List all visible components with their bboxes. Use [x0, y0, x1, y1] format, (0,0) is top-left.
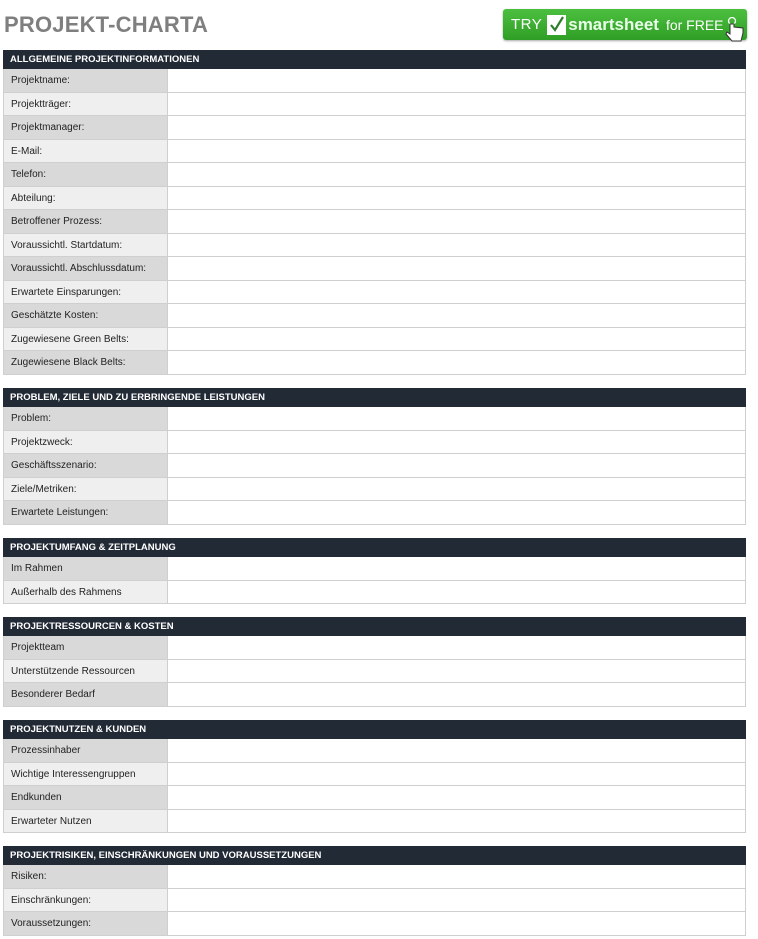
form-row: [3, 257, 746, 281]
form-row: [3, 187, 746, 211]
form-row: [3, 763, 746, 787]
form-row: [3, 93, 746, 117]
section-rows: [3, 407, 746, 525]
field-label: Besonderer Bedarf: [3, 683, 168, 706]
field-value[interactable]: [168, 210, 746, 233]
form-row: [3, 304, 746, 328]
field-value[interactable]: [168, 187, 746, 210]
form-row: [3, 557, 746, 581]
form-row: [3, 478, 746, 502]
form-row: [3, 210, 746, 234]
field-value[interactable]: [168, 69, 746, 92]
cta-try-label: TRY: [511, 16, 543, 33]
field-value[interactable]: [168, 281, 746, 304]
field-value[interactable]: [168, 786, 746, 809]
cta-brand-label: smartsheet: [568, 14, 659, 34]
field-label: Erwartete Leistungen:: [3, 501, 168, 524]
field-value[interactable]: [168, 116, 746, 139]
section-rows: [3, 557, 746, 604]
field-label: Betroffener Prozess:: [3, 210, 168, 233]
field-label: Erwarteter Nutzen: [3, 810, 168, 833]
field-value[interactable]: [168, 257, 746, 280]
section-rows: [3, 636, 746, 707]
field-value[interactable]: [168, 93, 746, 116]
field-value[interactable]: [168, 763, 746, 786]
field-value[interactable]: [168, 351, 746, 374]
field-label: Voraussichtl. Abschlussdatum:: [3, 257, 168, 280]
field-label: Telefon:: [3, 163, 168, 186]
form-row: [3, 140, 746, 164]
field-value[interactable]: [168, 431, 746, 454]
field-label: Prozessinhaber: [3, 739, 168, 762]
field-value[interactable]: [168, 683, 746, 706]
field-label: Wichtige Interessengruppen: [3, 763, 168, 786]
field-label: Im Rahmen: [3, 557, 168, 580]
field-value[interactable]: [168, 328, 746, 351]
section-header: PROBLEM, ZIELE UND ZU ERBRINGENDE LEISTUNGEN: [3, 388, 746, 407]
section-header: ALLGEMEINE PROJEKTINFORMATIONEN: [3, 50, 746, 69]
form-row: [3, 501, 746, 525]
checkmark-icon: [547, 15, 566, 35]
section-header: PROJEKTRISIKEN, EINSCHRÄNKUNGEN UND VORAUSSETZUNGEN: [3, 846, 746, 865]
form-section: [3, 50, 746, 375]
field-label: Abteilung:: [3, 187, 168, 210]
field-value[interactable]: [168, 739, 746, 762]
form-row: [3, 116, 746, 140]
field-label: Außerhalb des Rahmens: [3, 581, 168, 604]
field-label: Projektmanager:: [3, 116, 168, 139]
section-rows: [3, 739, 746, 833]
field-value[interactable]: [168, 865, 746, 888]
section-rows: [3, 69, 746, 375]
field-value[interactable]: [168, 407, 746, 430]
field-label: Problem:: [3, 407, 168, 430]
field-label: Endkunden: [3, 786, 168, 809]
field-label: E-Mail:: [3, 140, 168, 163]
form-section: [3, 720, 746, 833]
field-value[interactable]: [168, 557, 746, 580]
form-row: [3, 786, 746, 810]
section-header: PROJEKTUMFANG & ZEITPLANUNG: [3, 538, 746, 557]
field-label: Risiken:: [3, 865, 168, 888]
form-row: [3, 636, 746, 660]
form-row: [3, 889, 746, 913]
page-title: PROJEKT-CHARTA: [4, 12, 209, 37]
field-label: Unterstützende Ressourcen: [3, 660, 168, 683]
field-label: Geschäftsszenario:: [3, 454, 168, 477]
try-smartsheet-button[interactable]: [503, 9, 747, 40]
form-row: [3, 660, 746, 684]
form-section: [3, 846, 746, 936]
form-row: [3, 351, 746, 375]
form-row: [3, 581, 746, 605]
field-value[interactable]: [168, 501, 746, 524]
section-header: PROJEKTRESSOURCEN & KOSTEN: [3, 617, 746, 636]
form-section: [3, 617, 746, 707]
field-label: Projektträger:: [3, 93, 168, 116]
form-row: [3, 328, 746, 352]
form-row: [3, 454, 746, 478]
form-row: [3, 281, 746, 305]
field-label: Einschränkungen:: [3, 889, 168, 912]
field-label: Zugewiesene Green Belts:: [3, 328, 168, 351]
field-value[interactable]: [168, 163, 746, 186]
field-value[interactable]: [168, 478, 746, 501]
field-value[interactable]: [168, 660, 746, 683]
form-row: [3, 163, 746, 187]
hand-pointer-icon: [725, 17, 745, 47]
form-row: [3, 69, 746, 93]
form-row: [3, 810, 746, 834]
form-row: [3, 407, 746, 431]
section-header: PROJEKTNUTZEN & KUNDEN: [3, 720, 746, 739]
field-value[interactable]: [168, 234, 746, 257]
field-value[interactable]: [168, 810, 746, 833]
form-row: [3, 912, 746, 936]
field-label: Voraussetzungen:: [3, 912, 168, 935]
field-label: Projektteam: [3, 636, 168, 659]
form-row: [3, 234, 746, 258]
form-row: [3, 739, 746, 763]
field-label: Projektzweck:: [3, 431, 168, 454]
field-label: Projektname:: [3, 69, 168, 92]
field-value[interactable]: [168, 889, 746, 912]
field-label: Zugewiesene Black Belts:: [3, 351, 168, 374]
cta-free-label: for FREE: [665, 16, 724, 33]
field-label: Ziele/Metriken:: [3, 478, 168, 501]
field-value[interactable]: [168, 636, 746, 659]
form-section: [3, 388, 746, 525]
field-value[interactable]: [168, 581, 746, 604]
field-label: Erwartete Einsparungen:: [3, 281, 168, 304]
section-rows: [3, 865, 746, 936]
field-label: Geschätzte Kosten:: [3, 304, 168, 327]
form-row: [3, 865, 746, 889]
field-label: Voraussichtl. Startdatum:: [3, 234, 168, 257]
field-value[interactable]: [168, 454, 746, 477]
field-value[interactable]: [168, 304, 746, 327]
form-row: [3, 683, 746, 707]
form-row: [3, 431, 746, 455]
field-value[interactable]: [168, 912, 746, 935]
field-value[interactable]: [168, 140, 746, 163]
form-section: [3, 538, 746, 604]
